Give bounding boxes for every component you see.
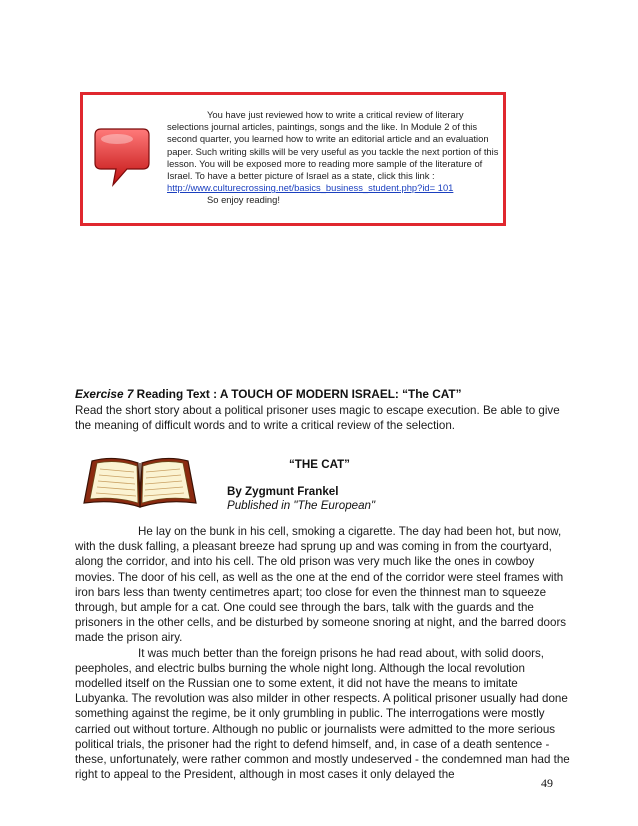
- reading-notice-box: [80, 92, 506, 226]
- exercise-title: Reading Text : A TOUCH OF MODERN ISRAEL: “The CAT”: [133, 387, 462, 401]
- notice-closing: So enjoy reading!: [207, 194, 280, 206]
- story-paragraph: He lay on the bunk in his cell, smoking a cigarette. The day had been hot, but now, with the dusk falling, a pleasant breeze had sprung up and was coming in from the courtyard, along the corridor, and into his cell. The old prison was very much like the ones in cowboy movies. The door of his cell, as well as the one at the end of the corridor were steel frames with iron bars less than twenty centimetres apart; too close for even the thinnest man to squeeze through, but ample for a cat. One could see through the bars, talk with the guards and the prisoners in the other cells, and be disturbed by someone snoring at night, and the barred doors made the prison airy.: [75, 525, 567, 645]
- speech-bubble-icon: [93, 125, 151, 189]
- story-publication: Published in "The European": [227, 499, 376, 512]
- exercise-instructions: Read the short story about a political prisoner uses magic to escape execution. Be able to give the meaning of difficult words and to write a critical review of the selection.: [75, 404, 560, 432]
- exercise-heading: [75, 387, 575, 401]
- story-body: [75, 524, 571, 782]
- open-book-icon: [80, 453, 200, 511]
- notice-paragraph: You have just reviewed how to write a critical review of literary selections journal articles, paintings, songs and the like. In Module 2 of this second quarter, you learned how to write an editorial article and an evaluation paper. Such writing skills will be very useful as you tackle the next portion of this lesson. You will be exposed more to reading more sample of the literature of Israel. To have a better picture of Israel as a state, click this link :: [167, 109, 499, 182]
- story-author: By Zygmunt Frankel: [227, 485, 339, 498]
- exercise-label: Exercise 7: [75, 387, 134, 401]
- culture-crossing-link[interactable]: http://www.culturecrossing.net/basics_business_student.php?id= 101: [167, 182, 454, 194]
- story-title: “THE CAT”: [289, 458, 350, 471]
- story-paragraph: It was much better than the foreign prisons he had read about, with solid doors, peepholes, and electric bulbs burning the whole night long. Although the local revolution modelled itself on the Russian one to some extent, it did not have the means to imitate Lubyanka. The revolution was also milder in other respects. A political prisoner usually had done something against the regime, be it only grumbling in public. The interrogations were mostly carried out without torture. Although no public or journalists were admitted to the more serious political trials, the prisoner had the right to defend himself, and, in case of a death sentence - these, unfortunately, were rather common and mostly undeserved - the condemned man had the right to appeal to the President, although in most cases it only delayed the: [75, 646, 570, 782]
- notice-text: [167, 109, 503, 207]
- page-number: 49: [541, 776, 553, 790]
